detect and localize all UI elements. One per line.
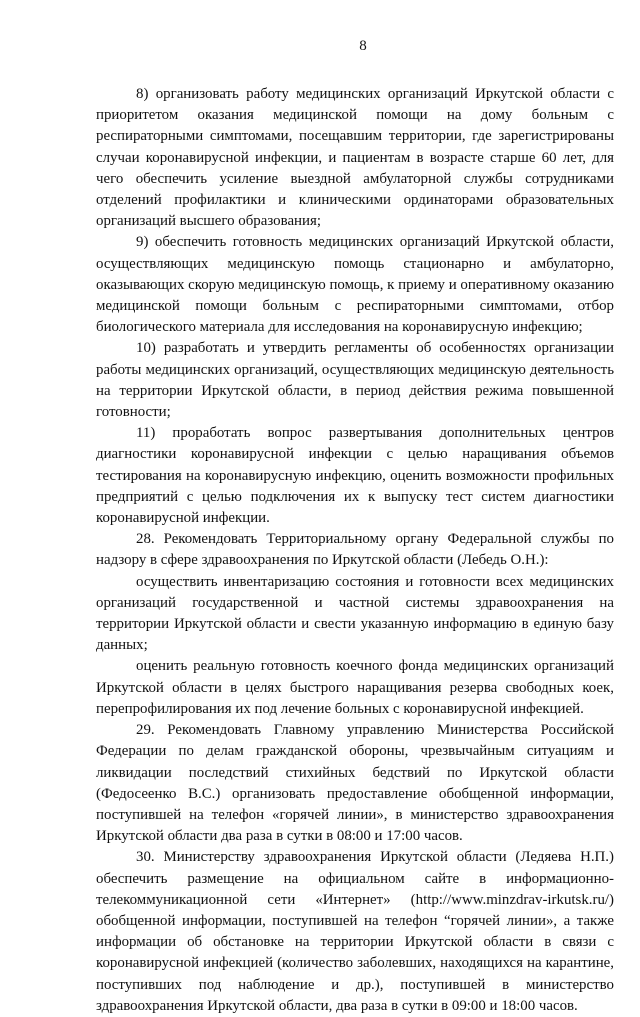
page-number: 8 [359,38,367,54]
paragraph-section-28-beds: оценить реальную готовность коечного фонда медицинских организаций Иркутской области в целях быстрого наращивания резерва свободных коек, перепрофилирования их под лечение больных с коронавирусной инфекцией. [96,658,614,717]
paragraph-item-11: 11) проработать вопрос развертывания дополнительных центров диагностики коронавирусной инфекции с целью наращивания объемов тестирования на коронавирусную инфекцию, оценить возможности профильных предприятий с целью подключения их к выпуску тест систем диагностики коронавирусной инфекции. [96,425,614,527]
paragraph-section-29: 29. Рекомендовать Главному управлению Министерства Российской Федерации по делам гражданской обороны, чрезвычайным ситуациям и ликвидации последствий стихийных бедствий по Иркутской области (Федосеенко В.С.) организовать предоставление обобщенной информации, поступившей на телефон «горячей линии», в министерство здравоохранения Иркутской области два раза в сутки в 08:00 и 17:00 часов. [96,722,614,845]
paragraph-section-28-inventory: осуществить инвентаризацию состояния и готовности всех медицинских организаций государственной и частной системы здравоохранения на территории Иркутской области и свести указанную информацию в единую базу данных; [96,573,614,654]
paragraph-item-8: 8) организовать работу медицинских организаций Иркутской области с приоритетом оказания медицинской помощи на дому больным с респираторными симптомами, посещавшим территории, где зарегистрированы случаи коронавирусной инфекции, и пациентам в возрасте старше 60 лет, для чего обеспечить усиление выездной амбулаторной службы сотрудниками отделений профилактики и клиническими ординаторами образовательных организаций высшего образования; [96,86,614,230]
paragraph-item-9: 9) обеспечить готовность медицинских организаций Иркутской области, осуществляющих медицинскую помощь стационарно и амбулаторно, оказывающих скорую медицинскую помощь, к приему и оперативному оказанию медицинской помощи больным с респираторными симптомами, отбор биологического материала для исследования на коронавирусную инфекцию; [96,234,614,336]
paragraph-item-10: 10) разработать и утвердить регламенты об особенностях организации работы медицинских организаций, осуществляющих медицинскую деятельность на территории Иркутской области, в период действия режима повышенной готовности; [96,340,614,421]
paragraph-section-30: 30. Министерству здравоохранения Иркутской области (Ледяева Н.П.) обеспечить размещение на официальном сайте в информационно-телекоммуникационной сети «Интернет» (http://www.minzdrav-irkutsk.ru/) обобщенной информации, поступившей на телефон “горячей линии», а также информации об обстановке на территории Иркутской области в связи с коронавирусной инфекцией (количество заболевших, находящихся на карантине, поступивших под наблюдение и др.), поступившей в министерство здравоохранения Иркутской области, два раза в сутки в 09:00 и 18:00 часов. [96,849,614,1014]
paragraph-section-28: 28. Рекомендовать Территориальному органу Федеральной службы по надзору в сфере здравоохранения по Иркутской области (Лебедь О.Н.): [96,531,614,569]
document-body [96,84,614,1017]
